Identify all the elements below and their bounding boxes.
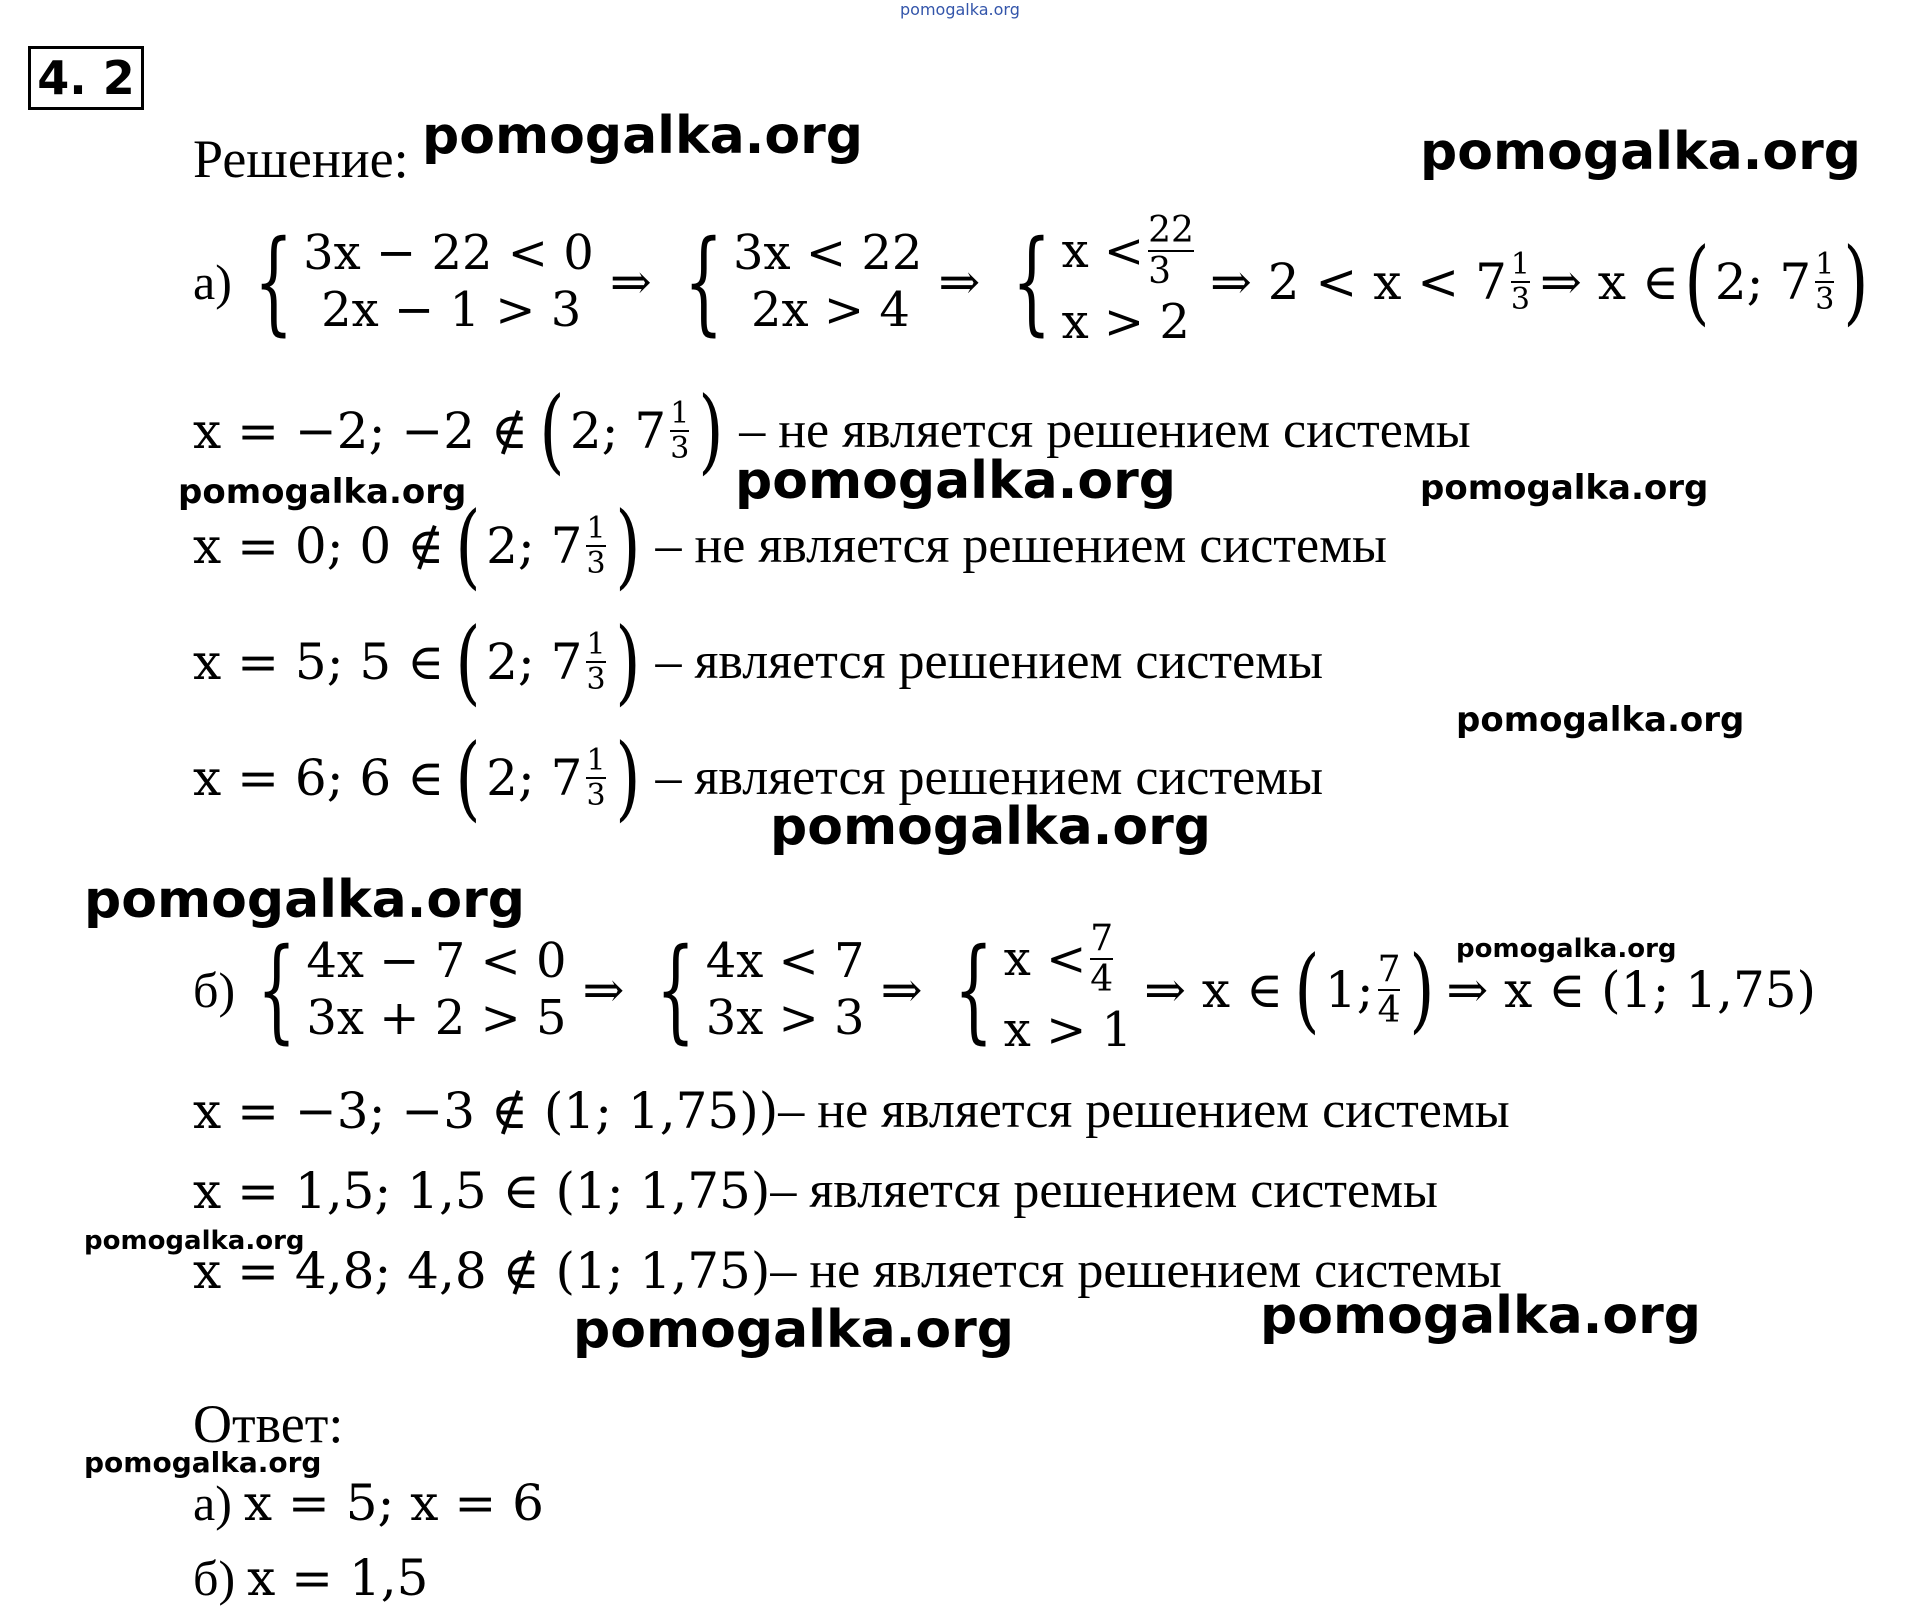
- fraction-numerator: 1: [1815, 247, 1835, 283]
- sys-row: 3x > 3: [705, 990, 865, 1047]
- close-paren: ): [1409, 936, 1436, 1044]
- watermark: pomogalka.org: [84, 1446, 322, 1479]
- sys-row: 2x > 4: [750, 282, 910, 339]
- header-site-link: pomogalka.org: [900, 0, 1020, 19]
- check-text: – не является решением системы: [739, 402, 1471, 459]
- interval: 2; 7: [569, 402, 667, 460]
- part-b-system-1: { 4x − 7 < 0 3x + 2 > 5: [257, 925, 567, 1056]
- check-math: x = −3; −3 ∉ (1; 1,75)): [193, 1082, 779, 1140]
- open-paren: (: [1294, 936, 1320, 1044]
- check-math: x = 1,5; 1,5 ∈ (1; 1,75): [193, 1162, 771, 1220]
- watermark: pomogalka.org: [1260, 1286, 1702, 1346]
- fraction-denominator: 3: [1815, 281, 1835, 317]
- part-a-system-2: { 3x < 22 2x > 4: [683, 217, 923, 348]
- fraction-denominator: 3: [586, 777, 606, 813]
- arrow: ⇒: [582, 961, 625, 1020]
- part-a-system-1: { 3x − 22 < 0 2x − 1 > 3: [253, 217, 594, 348]
- arrow: ⇒: [880, 961, 923, 1020]
- part-a-system-3: { x < $\frac{22}{3}$ x > 2: [996, 212, 1198, 353]
- fraction-denominator: 3: [1148, 250, 1194, 291]
- check-text: – не является решением системы: [655, 517, 1387, 574]
- part-b-check-1: [193, 1082, 1510, 1140]
- close-paren: ): [614, 492, 641, 599]
- watermark: pomogalka.org: [178, 472, 467, 512]
- fraction-denominator: 3: [1510, 281, 1531, 317]
- close-paren: ): [614, 608, 641, 715]
- part-a-chain: [193, 212, 1874, 353]
- check-math: x = 5; 5 ∈: [193, 633, 445, 691]
- part-b-system-2: { 4x < 7 3x > 3: [656, 925, 865, 1056]
- part-a-chain-2: ⇒ x ∈: [1540, 253, 1679, 312]
- part-a-check-3: [193, 608, 1324, 715]
- part-b-chain-1: ⇒ x ∈: [1144, 961, 1283, 1020]
- interval: 2; 7: [486, 749, 583, 807]
- open-paren: (: [1684, 228, 1710, 336]
- answer-a-value: x = 5; x = 6: [243, 1474, 544, 1532]
- part-b-chain-2: ⇒ x ∈ (1; 1,75): [1446, 961, 1817, 1020]
- close-paren: ): [1843, 228, 1869, 336]
- answer-a-label: а): [193, 1475, 232, 1531]
- arrow: ⇒: [609, 253, 652, 312]
- solution-label: Решение:: [193, 129, 409, 189]
- check-math: x = −2; −2 ∉: [193, 402, 528, 460]
- part-a-check-2: [193, 492, 1387, 599]
- fraction-denominator: 4: [1377, 989, 1401, 1031]
- part-b-label: б): [193, 962, 236, 1019]
- interval: 2; 7: [486, 517, 583, 575]
- watermark: pomogalka.org: [1420, 122, 1862, 182]
- sys-row: 2x − 1 > 3: [321, 282, 582, 339]
- watermark: pomogalka.org: [735, 451, 1177, 511]
- interval: 2; 7: [1714, 253, 1812, 312]
- fraction-numerator: 7: [1090, 918, 1114, 959]
- watermark: pomogalka.org: [1456, 700, 1745, 740]
- answer-b-label: б): [193, 1550, 236, 1606]
- open-paren: (: [455, 492, 481, 599]
- sys-row: 4x − 7 < 0: [306, 932, 567, 989]
- fraction-numerator: 7: [1377, 949, 1401, 991]
- check-text: – не является решением системы: [770, 1242, 1502, 1299]
- sys-row: x <: [1003, 931, 1087, 988]
- answer-a: [193, 1474, 544, 1532]
- part-b-check-2: [193, 1162, 1438, 1220]
- fraction-denominator: 3: [670, 430, 690, 466]
- fraction-numerator: 1: [586, 743, 606, 778]
- open-paren: (: [539, 377, 565, 484]
- sys-row: 4x < 7: [705, 932, 865, 989]
- fraction-numerator: 22: [1148, 210, 1194, 251]
- fraction-numerator: 1: [586, 627, 606, 662]
- fraction-denominator: 3: [586, 545, 606, 581]
- part-a-chain-1: ⇒ 2 < x < 7: [1209, 253, 1507, 312]
- interval: 2; 7: [486, 633, 583, 691]
- check-math: x = 6; 6 ∈: [193, 749, 445, 807]
- check-text: – не является решением системы: [778, 1082, 1510, 1139]
- part-a-label: а): [193, 254, 232, 311]
- arrow: ⇒: [938, 253, 981, 312]
- answer-label: Ответ:: [193, 1394, 344, 1454]
- check-text: – является решением системы: [770, 1162, 1438, 1219]
- sys-row: x > 2: [1061, 293, 1190, 350]
- check-text: – является решением системы: [655, 749, 1324, 806]
- close-paren: ): [698, 377, 724, 484]
- watermark: pomogalka.org: [84, 1226, 305, 1256]
- fraction-denominator: 4: [1090, 958, 1114, 1000]
- watermark: pomogalka.org: [573, 1300, 1015, 1360]
- open-paren: (: [455, 724, 481, 831]
- part-b-system-3: { x < $\frac{7}{4}$ x > 1: [938, 920, 1132, 1061]
- answer-b: [193, 1549, 429, 1607]
- fraction-numerator: 1: [670, 396, 690, 431]
- interval: 1;: [1324, 961, 1374, 1020]
- sys-row: x > 1: [1003, 1001, 1133, 1058]
- check-math: x = 4,8; 4,8 ∉ (1; 1,75): [193, 1242, 771, 1300]
- fraction-numerator: 1: [586, 511, 606, 546]
- fraction-numerator: 1: [1510, 247, 1531, 283]
- sys-row: 3x + 2 > 5: [306, 990, 567, 1047]
- watermark: pomogalka.org: [1456, 934, 1677, 964]
- answer-b-value: x = 1,5: [247, 1549, 429, 1607]
- watermark: pomogalka.org: [84, 870, 526, 930]
- sys-row: 3x − 22 < 0: [303, 224, 594, 281]
- watermark: pomogalka.org: [770, 797, 1212, 857]
- check-text: – является решением системы: [655, 633, 1324, 690]
- task-number: 4. 2: [28, 46, 144, 110]
- close-paren: ): [614, 724, 641, 831]
- open-paren: (: [455, 608, 481, 715]
- watermark: pomogalka.org: [1420, 468, 1709, 508]
- watermark: pomogalka.org: [422, 106, 864, 166]
- sys-row: 3x < 22: [732, 224, 923, 281]
- check-math: x = 0; 0 ∉: [193, 517, 445, 575]
- sys-row: x <: [1061, 223, 1145, 280]
- fraction-denominator: 3: [586, 661, 606, 697]
